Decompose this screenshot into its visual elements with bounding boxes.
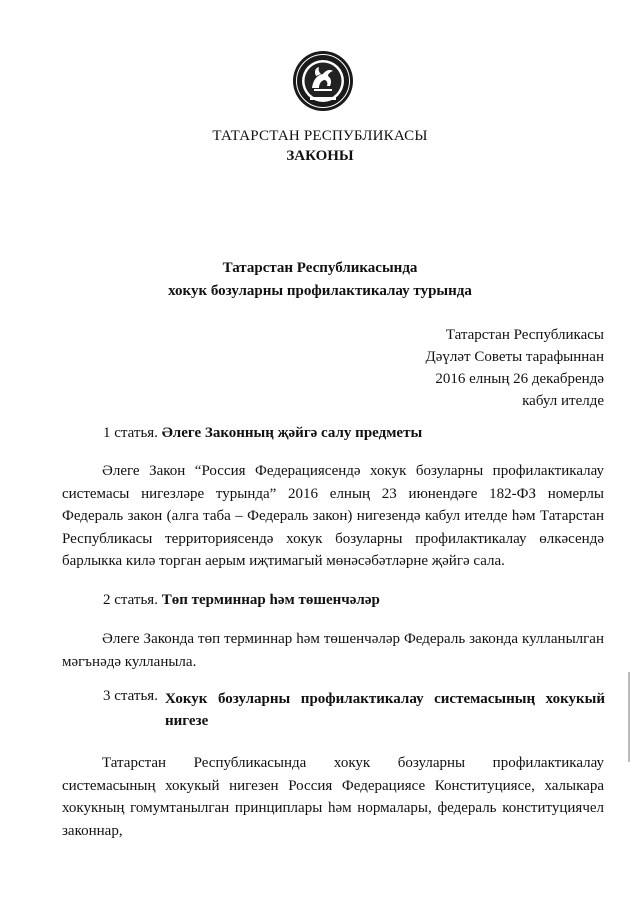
- article-1-text: Әлеге Закон “Россия Федерациясендә хокук бозуларны профилактикалау системасы нигезләре турында” 2016 елның 23 июнендәге 182-ФЗ номерлы Федераль закон (алга таба – Федераль закон) нигезендә кабул ителде һәм Татарстан Республикасы территориясендә хокук бозуларны профилактикалау өлкәсендә барлыкка килә торган аерым иҗтимагый мөнәсәбәтләрне җәйгә сала.: [62, 463, 604, 569]
- article-2-heading: [103, 592, 380, 609]
- adoption-line: кабул ителде: [522, 393, 604, 409]
- article-3-text: Татарстан Республикасында хокук бозуларны профилактикалау системасының хокукый нигезен Россия Федерациясе Конституциясе, халыкара хокукның гомумтанылган принциплары һәм нормалары, федераль конституциячел законнар,: [62, 755, 604, 839]
- article-3-heading: [103, 688, 608, 732]
- adoption-block: [426, 324, 604, 412]
- law-subject-line-1: Татарстан Республикасында: [222, 260, 418, 276]
- header-republic: ТАТАРСТАН РЕСПУБЛИКАСЫ: [212, 128, 428, 144]
- article-number: 1 статья.: [103, 425, 158, 441]
- article-title: Әлеге Законның җәйгә салу предметы: [161, 425, 423, 441]
- law-subject-line-2: хокук бозуларны профилактикалау турында: [168, 283, 472, 299]
- article-number: 3 статья.: [103, 688, 158, 704]
- scan-edge-mark: [628, 672, 630, 762]
- header-law: ЗАКОНЫ: [286, 148, 354, 164]
- emblem-of-tatarstan-icon: [292, 50, 354, 112]
- article-number: 2 статья.: [103, 592, 158, 608]
- article-title: Төп терминнар һәм төшенчәләр: [161, 592, 380, 608]
- adoption-line: Дәүләт Советы тарафыннан: [425, 349, 604, 365]
- article-2-text: Әлеге Законда төп терминнар һәм төшенчәләр Федераль законда кулланылган мәгънәдә кулланыла.: [62, 631, 604, 670]
- article-title: Хокук бозуларны профилактикалау системасының хокукый нигезе: [165, 691, 605, 729]
- article-1-heading: [103, 425, 422, 442]
- adoption-line: Татарстан Республикасы: [445, 327, 604, 343]
- adoption-line: 2016 елның 26 декабрендә: [435, 371, 604, 387]
